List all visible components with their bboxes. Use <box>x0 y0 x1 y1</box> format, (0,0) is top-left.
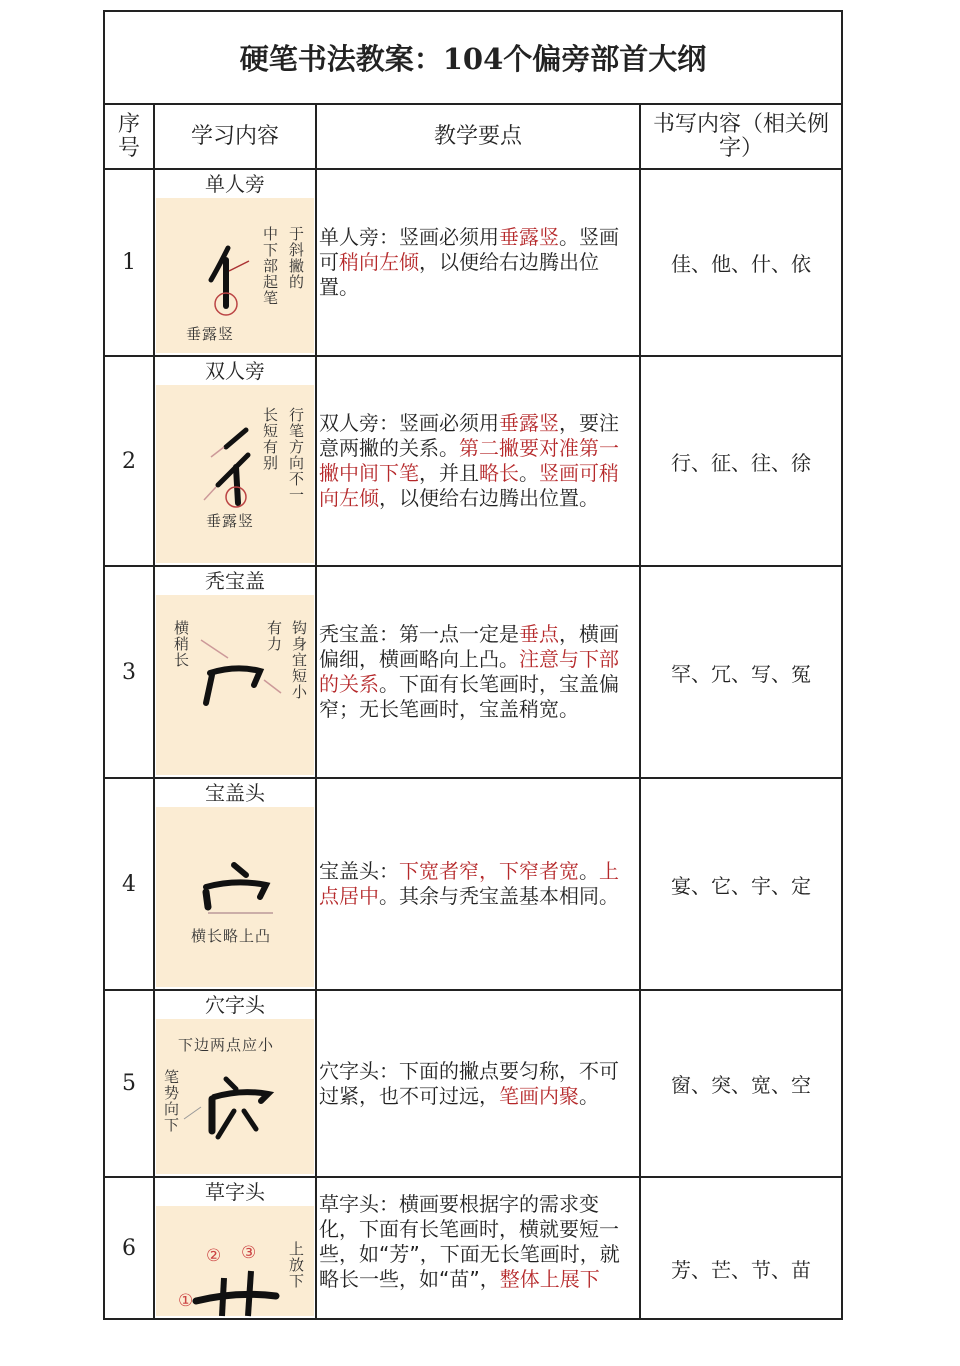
highlight-text: 整体上展下 <box>499 1267 600 1291</box>
example-chars: 佳、他、什、依 <box>671 252 811 276</box>
table-title: 硬笔书法教案：104个偏旁部首大纲 <box>105 12 841 105</box>
point-text: 草字头：横画要根据字的需求变化，下面有长笔画时，横就要短一些，如“芳”，下面无长笔画时，就略长一些，如“苗”， <box>319 1192 620 1291</box>
teaching-points-cell <box>317 991 641 1176</box>
table-row <box>105 991 841 1178</box>
teaching-points-cell <box>317 357 641 565</box>
radical-name: 穴字头 <box>205 993 265 1017</box>
highlight-text: 垂点 <box>519 622 559 646</box>
example-chars: 宴、它、宇、定 <box>671 873 811 898</box>
annotation-text: 行笔方向不一 <box>287 407 305 503</box>
highlight-text: 垂露竖 <box>499 225 559 249</box>
point-text: 双人旁：竖画必须用 <box>319 411 499 435</box>
calligraphy-illustration <box>156 1206 314 1316</box>
annotation-text: 于斜撇的 <box>287 226 305 290</box>
header-examples: 书写内容（相关例字） <box>652 111 829 161</box>
table-row <box>105 170 841 357</box>
annotation-text: 钩身宜短小 <box>290 620 308 700</box>
radical-cell <box>155 991 317 1176</box>
highlight-text: 第二撇要对准第一撇中间下笔 <box>319 436 619 485</box>
point-text: 。 <box>519 461 539 485</box>
table-row <box>105 357 841 567</box>
teaching-points-cell <box>317 779 641 989</box>
calligraphy-illustration <box>156 198 314 353</box>
highlight-text: 竖画可稍向左倾 <box>319 461 619 510</box>
point-text: ，要注意两撇的关系。 <box>319 411 619 460</box>
row-seq: 3 <box>105 567 155 777</box>
calligraphy-illustration <box>156 385 314 563</box>
highlight-text: 下宽者窄，下窄者宽 <box>399 859 579 883</box>
teaching-points-cell <box>317 170 641 355</box>
example-chars: 罕、冗、写、冤 <box>671 661 811 686</box>
point-text: 秃宝盖：第一点一定是 <box>319 622 519 646</box>
point-text: 。下面有长笔画时，宝盖偏窄；无长笔画时，宝盖稍宽。 <box>319 672 619 721</box>
highlight-text: 注意与下部的关系 <box>319 647 619 696</box>
radical-name: 双人旁 <box>205 359 265 383</box>
point-text: ，并且 <box>419 461 479 485</box>
header-points: 教学要点 <box>317 105 641 168</box>
radical-name: 宝盖头 <box>205 781 265 805</box>
annotation-text: 笔势向下 <box>162 1069 180 1133</box>
radical-cell <box>155 357 317 565</box>
header-content: 学习内容 <box>155 105 317 168</box>
table-row <box>105 567 841 779</box>
example-chars: 行、征、往、徐 <box>671 450 811 475</box>
row-seq: 1 <box>105 170 155 355</box>
annotation-text: ③ <box>241 1243 258 1263</box>
point-text: 单人旁：竖画必须用 <box>319 225 499 249</box>
row-seq: 2 <box>105 357 155 565</box>
highlight-text: 上点居中 <box>319 859 619 908</box>
point-text: 。 <box>579 859 599 883</box>
example-chars: 芳、芒、节、苗 <box>671 1258 811 1282</box>
row-seq: 5 <box>105 991 155 1176</box>
point-text: 穴字头：下面的撇点要匀称，不可过紧，也不可过远， <box>319 1058 619 1108</box>
teaching-points-cell <box>317 567 641 777</box>
radical-cell <box>155 779 317 989</box>
annotation-text: 横长略上凸 <box>191 927 272 945</box>
point-text: 。 <box>579 1083 599 1108</box>
annotation-text: ② <box>206 1246 223 1266</box>
annotation-text: 横稍长 <box>172 620 190 668</box>
point-text: 。其余与秃宝盖基本相同。 <box>379 884 619 908</box>
annotation-text: 垂露竖 <box>206 512 255 530</box>
radical-cell <box>155 1178 317 1318</box>
row-seq: 6 <box>105 1178 155 1318</box>
lesson-table <box>103 10 843 1320</box>
calligraphy-illustration <box>156 595 314 775</box>
calligraphy-illustration <box>156 1019 314 1174</box>
annotation-text: 下边两点应小 <box>178 1036 275 1054</box>
table-row <box>105 1178 841 1320</box>
highlight-text: 稍向左倾 <box>339 250 419 274</box>
table-row <box>105 779 841 991</box>
point-text: 宝盖头： <box>319 859 399 883</box>
example-chars: 窗、突、宽、空 <box>671 1073 811 1097</box>
highlight-text: 略长 <box>479 461 519 485</box>
radical-cell <box>155 170 317 355</box>
highlight-text: 垂露竖 <box>499 411 559 435</box>
point-text: ，以便给右边腾出位置。 <box>319 250 599 299</box>
point-text: 。竖画可 <box>319 225 619 274</box>
point-text: ，横画偏细，横画略向上凸。 <box>319 622 619 671</box>
annotation-text: 有力 <box>265 620 283 652</box>
header-seq: 序号 <box>105 105 155 168</box>
radical-name: 草字头 <box>205 1180 265 1204</box>
row-seq: 4 <box>105 779 155 989</box>
annotation-text: 垂露竖 <box>186 325 235 343</box>
radical-cell <box>155 567 317 777</box>
annotation-text: 中下部起笔 <box>261 226 279 306</box>
annotation-text: 上放下 <box>287 1241 305 1289</box>
header-row <box>105 105 841 170</box>
calligraphy-illustration <box>156 807 314 987</box>
radical-name: 单人旁 <box>205 172 265 196</box>
annotation-text: ① <box>178 1291 195 1311</box>
radical-name: 秃宝盖 <box>205 569 265 593</box>
highlight-text: 笔画内聚 <box>499 1083 579 1108</box>
point-text: ，以便给右边腾出位置。 <box>379 486 599 510</box>
teaching-points-cell <box>317 1178 641 1318</box>
annotation-text: 长短有别 <box>261 407 279 471</box>
